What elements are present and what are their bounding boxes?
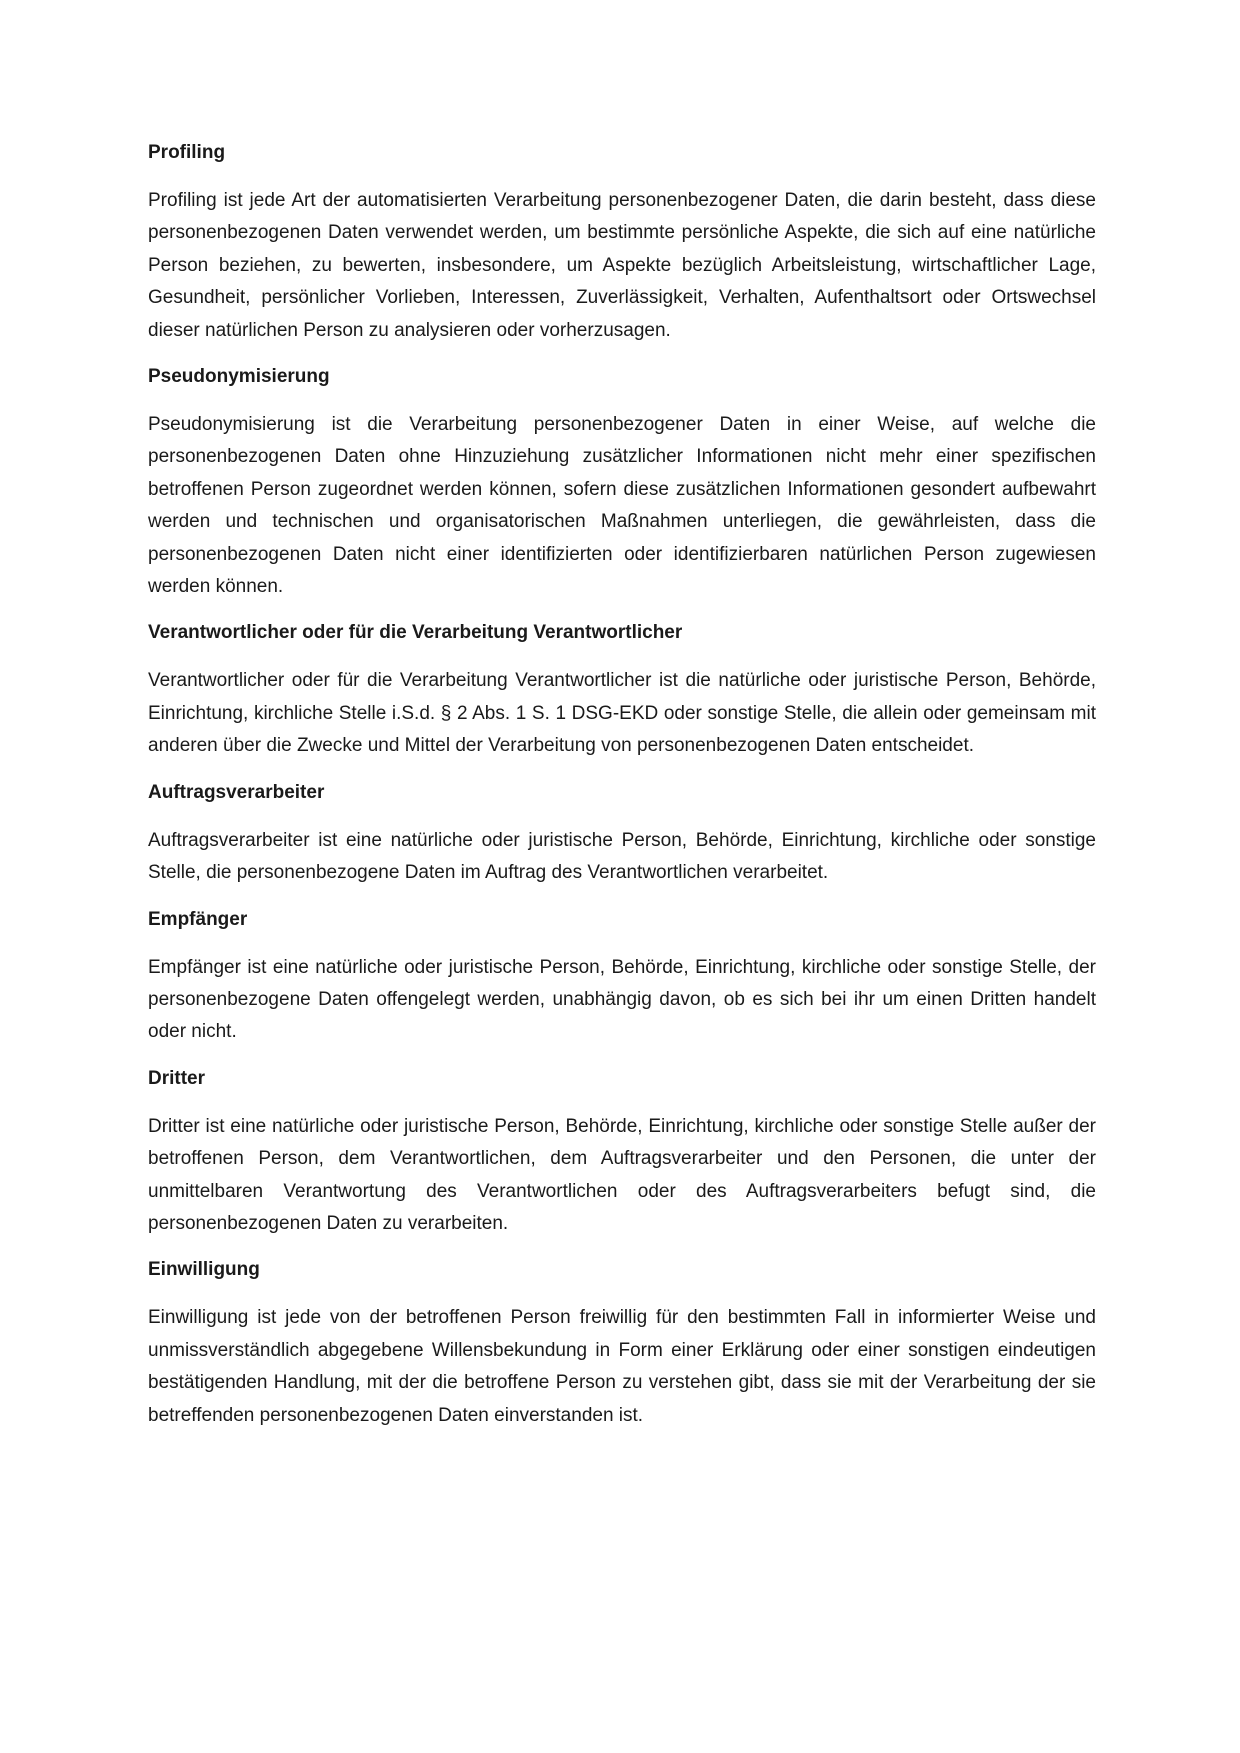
- section-heading: Dritter: [148, 1067, 206, 1089]
- section-paragraph: Profiling ist jede Art der automatisierten Verarbeitung personenbezogener Daten, die darin besteht, dass diese personenbezogenen Daten verwendet werden, um bestimmte persönliche Aspekte, die sich auf eine natürliche Person beziehen, zu bewerten, insbesondere, um Aspekte bezüglich Arbeitsleistung, wirtschaftlicher Lage, Gesundheit, persönlicher Vorlieben, Interessen, Zuverlässigkeit, Verhalten, Aufenthaltsort oder Ortswechsel dieser natürlichen Person zu analysieren oder vorherzusagen.: [148, 190, 1096, 341]
- section-paragraph: Empfänger ist eine natürliche oder juristische Person, Behörde, Einrichtung, kirchliche oder sonstige Stelle, der personenbezogene Daten offengelegt werden, unabhängig davon, ob es sich bei ihr um einen Dritten handelt oder nicht.: [148, 956, 1096, 1043]
- section-einwilligung: [148, 1255, 1096, 1432]
- section-profiling: [148, 138, 1096, 347]
- section-empfaenger: [148, 905, 1096, 1049]
- section-heading: Pseudonymisierung: [148, 366, 330, 388]
- section-paragraph: Pseudonymisierung ist die Verarbeitung personenbezogener Daten in einer Weise, auf welche die personenbezogenen Daten ohne Hinzuziehung zusätzlicher Informationen nicht mehr einer spezifischen betroffenen Person zugeordnet werden können, sofern diese zusätzlichen Informationen gesondert aufbewahrt werden und technischen und organisatorischen Maßnahmen unterliegen, die gewährleisten, dass die personenbezogenen Daten nicht einer identifizierten oder identifizierbaren natürlichen Person zugewiesen werden können.: [148, 414, 1096, 598]
- section-heading: Auftragsverarbeiter: [148, 781, 325, 803]
- section-verantwortlicher: [148, 618, 1096, 762]
- section-heading: Einwilligung: [148, 1259, 260, 1281]
- section-paragraph: Verantwortlicher oder für die Verarbeitung Verantwortlicher ist die natürliche oder juristische Person, Behörde, Einrichtung, kirchliche Stelle i.S.d. § 2 Abs. 1 S. 1 DSG-EKD oder sonstige Stelle, die allein oder gemeinsam mit anderen über die Zwecke und Mittel der Verarbeitung von personenbezogenen Daten entscheidet.: [148, 670, 1096, 757]
- section-auftragsverarbeiter: [148, 778, 1096, 890]
- section-pseudonymisierung: [148, 362, 1096, 603]
- section-dritter: [148, 1064, 1096, 1241]
- section-heading: Profiling: [148, 142, 226, 163]
- section-heading: Empfänger: [148, 908, 248, 930]
- section-paragraph: Einwilligung ist jede von der betroffenen Person freiwillig für den bestimmten Fall in informierter Weise und unmissverständlich abgegebene Willensbekundung in Form einer Erklärung oder einer sonstigen eindeutigen bestätigenden Handlung, mit der die betroffene Person zu verstehen gibt, dass sie mit der Verarbeitung der sie betreffenden personenbezogenen Daten einverstanden ist.: [148, 1307, 1096, 1426]
- section-paragraph: Dritter ist eine natürliche oder juristische Person, Behörde, Einrichtung, kirchliche oder sonstige Stelle außer der betroffenen Person, dem Verantwortlichen, dem Auftragsverarbeiter und den Personen, die unter der unmittelbaren Verantwortung des Verantwortlichen oder des Auftragsverarbeiters befugt sind, die personenbezogenen Daten zu verarbeiten.: [148, 1115, 1096, 1234]
- section-paragraph: Auftragsverarbeiter ist eine natürliche oder juristische Person, Behörde, Einrichtung, kirchliche oder sonstige Stelle, die personenbezogene Daten im Auftrag des Verantwortlichen verarbeitet.: [148, 829, 1096, 884]
- section-heading: Verantwortlicher oder für die Verarbeitung Verantwortlicher: [148, 622, 683, 644]
- document-page: [148, 138, 1096, 1447]
